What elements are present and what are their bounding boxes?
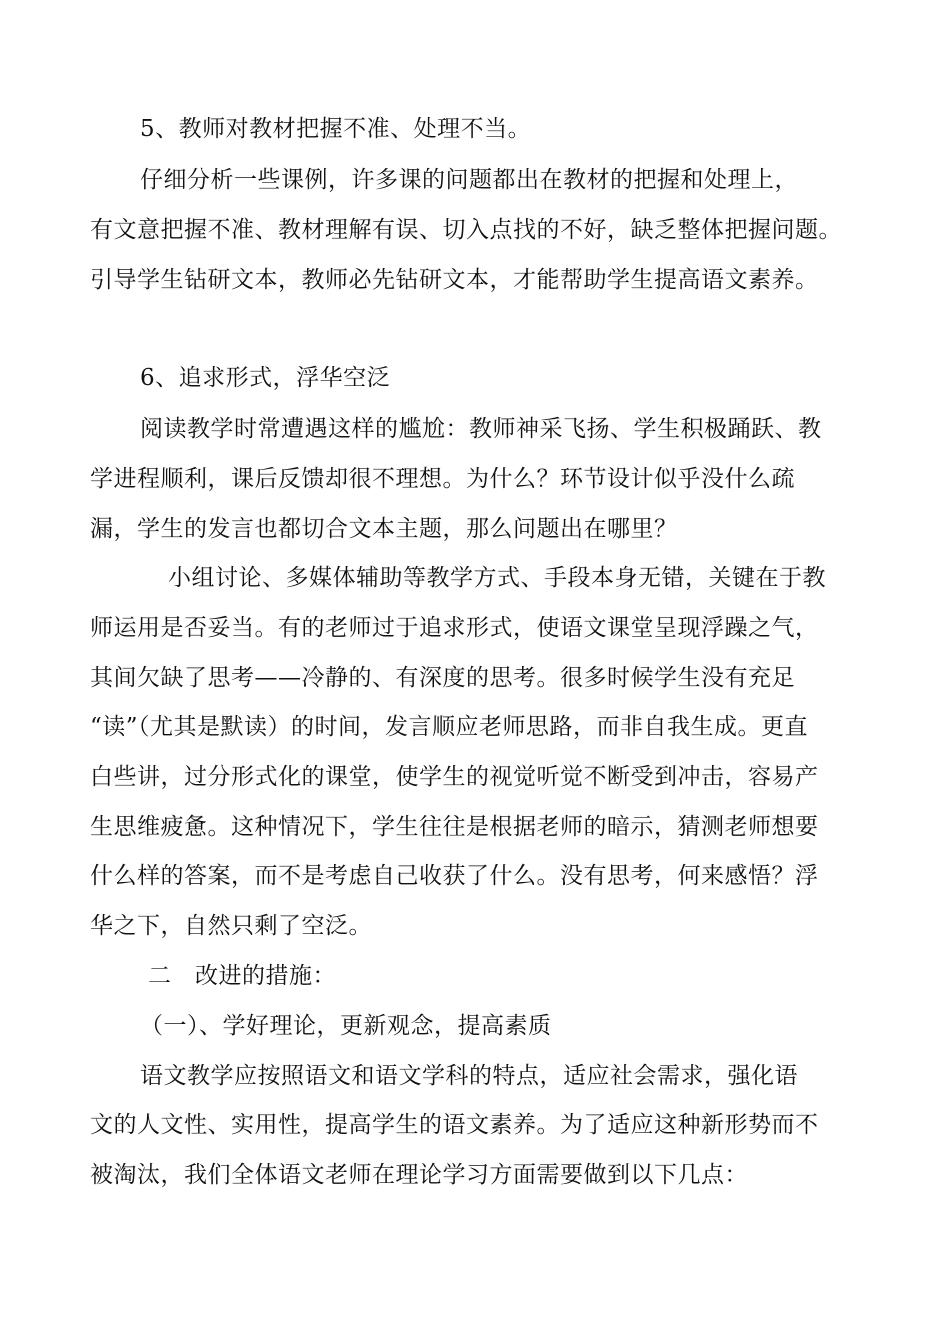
paragraph-line: 文的人文性、实用性，提高学生的语文素养。为了适应这种新形势而不 — [90, 1112, 819, 1138]
paragraph-line: 小组讨论、多媒体辅助等教学方式、手段本身无错，关键在于教 — [168, 565, 826, 591]
paragraph-line: 华之下，自然只剩了空泛。 — [90, 913, 372, 939]
heading-5: 5、教师对教材把握不准、处理不当。 — [140, 116, 532, 142]
paragraph-line: 学进程顺利，课后反馈却很不理想。为什么？环节设计似乎没什么疏 — [90, 466, 795, 492]
paragraph-line: 漏，学生的发言也都切合文本主题，那么问题出在哪里？ — [90, 516, 678, 542]
paragraph-line: 语文教学应按照语文和语文学科的特点，适应社会需求，强化语 — [140, 1063, 798, 1089]
paragraph-line: 师运用是否妥当。有的老师过于追求形式，使语文课堂呈现浮躁之气， — [90, 615, 819, 641]
paragraph-line: 引导学生钻研文本，教师必先钻研文本，才能帮助学生提高语文素养。 — [90, 267, 819, 293]
subsection-heading: （一）、学好理论，更新观念，提高素质 — [140, 1013, 552, 1039]
paragraph-line: 仔细分析一些课例，许多课的问题都出在教材的把握和处理上， — [140, 167, 798, 193]
paragraph-line: 其间欠缺了思考——冷静的、有深度的思考。很多时候学生没有充足 — [90, 665, 795, 691]
paragraph-line: 有文意把握不准、教材理解有误、切入点找的不好，缺乏整体把握问题。 — [90, 217, 842, 243]
paragraph-line: 被淘汰，我们全体语文老师在理论学习方面需要做到以下几点： — [90, 1162, 748, 1188]
section-heading: 二 改进的措施： — [148, 963, 336, 989]
paragraph-line: “读”（尤其是默读）的时间，发言顺应老师思路，而非自我生成。更直 — [90, 714, 809, 740]
paragraph-line: 生思维疲惫。这种情况下，学生往往是根据老师的暗示，猜测老师想要 — [90, 814, 819, 840]
paragraph-line: 什么样的答案，而不是考虑自己收获了什么。没有思考，何来感悟？浮 — [90, 863, 819, 889]
paragraph-line: 阅读教学时常遭遇这样的尴尬：教师神采飞扬、学生积极踊跃、教 — [140, 416, 822, 442]
heading-6: 6、追求形式，浮华空泛 — [140, 365, 391, 391]
paragraph-line: 白些讲，过分形式化的课堂，使学生的视觉听觉不断受到冲击，容易产 — [90, 764, 819, 790]
